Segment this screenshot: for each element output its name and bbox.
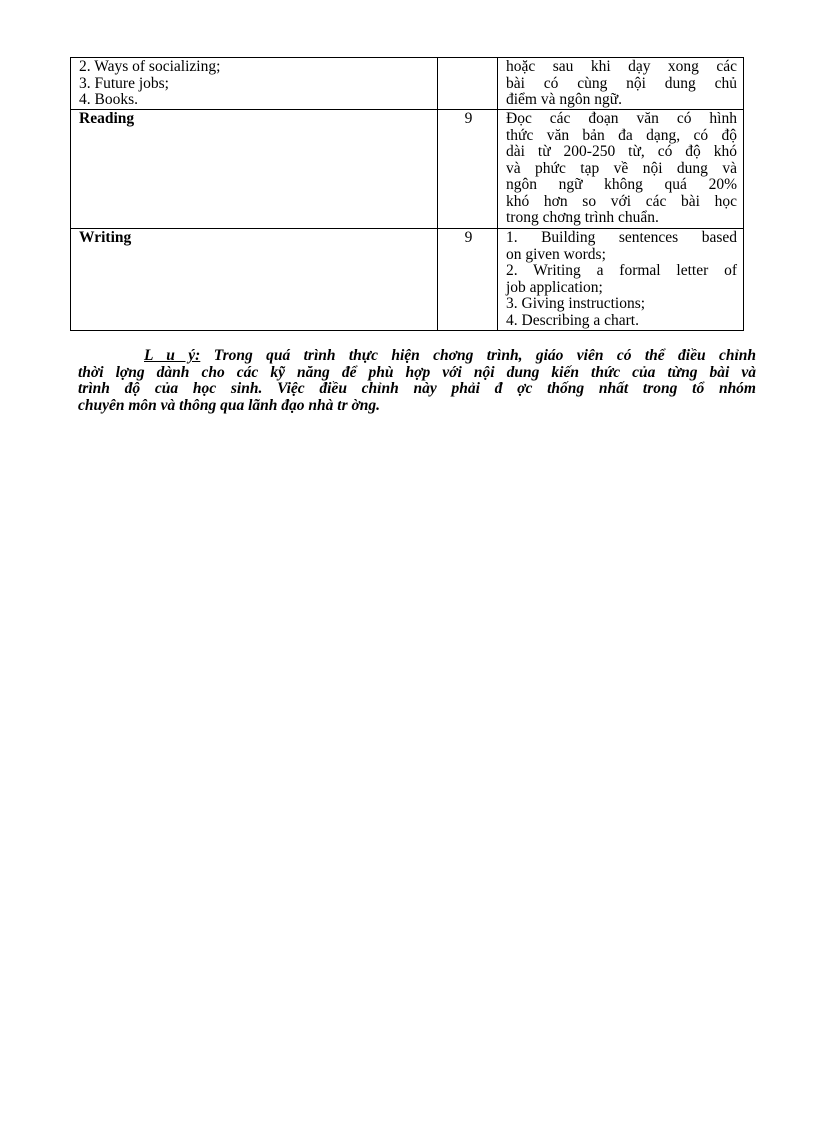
hours-cell-reading: 9 bbox=[438, 110, 498, 229]
content-line: ngôn ngữ không quá 20% bbox=[506, 176, 737, 193]
content-line: 1. Building sentences based bbox=[506, 229, 737, 246]
table-row-topics bbox=[71, 58, 744, 110]
content-line: dài từ 200-250 từ, có độ khó bbox=[506, 143, 737, 160]
content-line: hoặc sau khi dạy xong các bbox=[506, 58, 737, 75]
content-cell bbox=[498, 58, 744, 110]
curriculum-table bbox=[70, 57, 744, 331]
note-text: Trong quá trình thực hiện chơng trình, giáo viên có thể điều chỉnh bbox=[213, 347, 756, 364]
content-line: thức văn bản đa dạng, có độ bbox=[506, 126, 737, 144]
topics-cell bbox=[71, 58, 438, 110]
skill-name-reading: Reading bbox=[71, 110, 438, 229]
table-row-reading bbox=[71, 110, 744, 229]
content-line: điểm và ngôn ngữ. bbox=[506, 91, 623, 108]
note-line: chuyên môn và thông qua lãnh đạo nhà tr ờng. bbox=[78, 396, 381, 414]
content-line: job application; bbox=[506, 278, 603, 296]
content-line: và phức tạp về nội dung và bbox=[506, 159, 737, 177]
content-line: Đọc các đoạn văn có hình bbox=[506, 110, 737, 127]
topic-item: 3. Future jobs; bbox=[79, 74, 169, 92]
content-cell-writing bbox=[498, 229, 744, 331]
skill-name-writing: Writing bbox=[71, 229, 438, 331]
content-line: 3. Giving instructions; bbox=[506, 295, 646, 312]
content-line: trong chơng trình chuẩn. bbox=[506, 209, 659, 226]
hours-cell-writing: 9 bbox=[438, 229, 498, 331]
topic-item: 4. Books. bbox=[79, 91, 138, 108]
table-row-writing bbox=[71, 229, 744, 331]
content-line: 4. Describing a chart. bbox=[506, 311, 639, 329]
content-line: 2. Writing a formal letter of bbox=[506, 262, 737, 279]
content-line: khó hơn so với các bài học bbox=[506, 192, 737, 210]
note-line: thời lợng dành cho các kỹ năng để phù hợp với nội dung kiến thức của từng bài và bbox=[78, 363, 756, 381]
content-line: on given words; bbox=[506, 245, 606, 263]
note-paragraph bbox=[78, 348, 756, 414]
content-cell-reading bbox=[498, 110, 744, 229]
hours-cell bbox=[438, 58, 498, 110]
content-line: bài có cùng nội dung chủ bbox=[506, 74, 737, 92]
note-label: L u ý: bbox=[144, 347, 201, 364]
note-line: trình độ của học sinh. Việc điều chỉnh này phải đ ợc thống nhất trong tổ nhóm bbox=[78, 380, 756, 397]
note-line bbox=[78, 348, 756, 365]
topic-item: 2. Ways of socializing; bbox=[79, 58, 221, 75]
